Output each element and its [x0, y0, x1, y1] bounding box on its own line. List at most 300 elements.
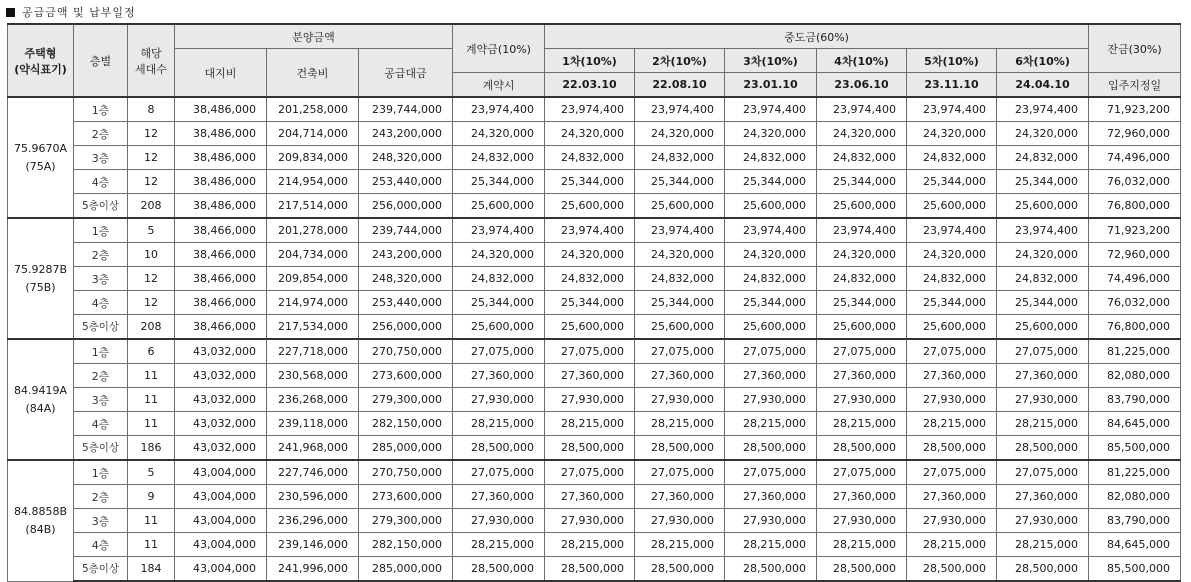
balance-payment-cell: 76,800,000 — [1089, 315, 1181, 340]
middle-payment-5-cell: 25,344,000 — [907, 170, 997, 194]
floor-cell: 2층 — [74, 364, 128, 388]
land-cost-cell: 38,486,000 — [175, 194, 267, 219]
header-installment-1-date: 22.03.10 — [545, 73, 635, 98]
building-cost-cell: 230,568,000 — [267, 364, 359, 388]
floor-cell: 1층 — [74, 97, 128, 122]
table-row — [8, 533, 1181, 557]
middle-payment-3-cell: 25,600,000 — [725, 315, 817, 340]
middle-payment-4-cell: 28,215,000 — [817, 533, 907, 557]
contract-payment-cell: 23,974,400 — [453, 218, 545, 243]
middle-payment-6-cell: 25,600,000 — [997, 194, 1089, 219]
middle-payment-1-cell: 23,974,400 — [545, 97, 635, 122]
middle-payment-2-cell: 24,320,000 — [635, 122, 725, 146]
middle-payment-1-cell: 24,320,000 — [545, 122, 635, 146]
contract-payment-cell: 27,360,000 — [453, 364, 545, 388]
contract-payment-cell: 24,832,000 — [453, 267, 545, 291]
middle-payment-4-cell: 24,832,000 — [817, 146, 907, 170]
middle-payment-3-cell: 28,215,000 — [725, 533, 817, 557]
middle-payment-3-cell: 27,360,000 — [725, 485, 817, 509]
middle-payment-2-cell: 28,215,000 — [635, 533, 725, 557]
land-cost-cell: 38,466,000 — [175, 291, 267, 315]
middle-payment-2-cell: 24,832,000 — [635, 267, 725, 291]
balance-payment-cell: 72,960,000 — [1089, 243, 1181, 267]
header-balance: 잔금(30%) — [1089, 24, 1181, 73]
middle-payment-4-cell: 25,600,000 — [817, 194, 907, 219]
land-cost-cell: 43,004,000 — [175, 460, 267, 485]
table-body — [8, 97, 1181, 581]
building-cost-cell: 204,714,000 — [267, 122, 359, 146]
table-row — [8, 97, 1181, 122]
table-row — [8, 436, 1181, 461]
middle-payment-5-cell: 27,360,000 — [907, 364, 997, 388]
building-cost-cell: 201,258,000 — [267, 97, 359, 122]
floor-cell: 3층 — [74, 388, 128, 412]
table-row — [8, 194, 1181, 219]
units-cell: 8 — [128, 97, 175, 122]
balance-payment-cell: 76,800,000 — [1089, 194, 1181, 219]
balance-payment-cell: 76,032,000 — [1089, 170, 1181, 194]
floor-cell: 5층이상 — [74, 315, 128, 340]
section-title — [6, 3, 136, 21]
middle-payment-1-cell: 23,974,400 — [545, 218, 635, 243]
header-units-line1: 해당 — [140, 46, 162, 60]
middle-payment-3-cell: 23,974,400 — [725, 218, 817, 243]
balance-payment-cell: 71,923,200 — [1089, 97, 1181, 122]
middle-payment-5-cell: 24,832,000 — [907, 146, 997, 170]
bullet-square-icon — [6, 8, 15, 17]
land-cost-cell: 43,032,000 — [175, 388, 267, 412]
middle-payment-3-cell: 27,930,000 — [725, 509, 817, 533]
supply-price-cell: 239,744,000 — [359, 218, 453, 243]
middle-payment-6-cell: 24,320,000 — [997, 243, 1089, 267]
supply-price-cell: 270,750,000 — [359, 460, 453, 485]
middle-payment-1-cell: 25,344,000 — [545, 291, 635, 315]
header-contract-when: 계약시 — [453, 73, 545, 98]
header-installment-5: 5차(10%) — [907, 49, 997, 73]
middle-payment-6-cell: 27,075,000 — [997, 460, 1089, 485]
land-cost-cell: 43,032,000 — [175, 436, 267, 461]
building-cost-cell: 217,514,000 — [267, 194, 359, 219]
floor-cell: 3층 — [74, 267, 128, 291]
building-cost-cell: 217,534,000 — [267, 315, 359, 340]
land-cost-cell: 38,486,000 — [175, 122, 267, 146]
land-cost-cell: 43,032,000 — [175, 364, 267, 388]
middle-payment-2-cell: 27,075,000 — [635, 339, 725, 364]
middle-payment-4-cell: 25,600,000 — [817, 315, 907, 340]
units-cell: 12 — [128, 122, 175, 146]
middle-payment-5-cell: 24,832,000 — [907, 267, 997, 291]
floor-cell: 5층이상 — [74, 436, 128, 461]
land-cost-cell: 43,004,000 — [175, 557, 267, 582]
units-cell: 12 — [128, 291, 175, 315]
middle-payment-5-cell: 28,215,000 — [907, 412, 997, 436]
building-cost-cell: 236,296,000 — [267, 509, 359, 533]
header-housing-type — [8, 24, 74, 97]
supply-price-cell: 248,320,000 — [359, 146, 453, 170]
middle-payment-2-cell: 25,344,000 — [635, 170, 725, 194]
middle-payment-5-cell: 23,974,400 — [907, 218, 997, 243]
units-cell: 184 — [128, 557, 175, 582]
balance-payment-cell: 85,500,000 — [1089, 557, 1181, 582]
balance-payment-cell: 85,500,000 — [1089, 436, 1181, 461]
middle-payment-5-cell: 27,930,000 — [907, 388, 997, 412]
header-balance-when: 입주지정일 — [1089, 73, 1181, 98]
contract-payment-cell: 24,320,000 — [453, 122, 545, 146]
middle-payment-2-cell: 27,075,000 — [635, 460, 725, 485]
housing-type-short: (84A) — [25, 401, 56, 415]
floor-cell: 2층 — [74, 122, 128, 146]
header-installment-1: 1차(10%) — [545, 49, 635, 73]
housing-type-cell — [8, 218, 74, 339]
middle-payment-6-cell: 23,974,400 — [997, 97, 1089, 122]
contract-payment-cell: 23,974,400 — [453, 97, 545, 122]
housing-type-cell — [8, 339, 74, 460]
middle-payment-6-cell: 28,500,000 — [997, 436, 1089, 461]
middle-payment-3-cell: 27,075,000 — [725, 339, 817, 364]
header-housing-type-sub: (약식표기) — [14, 62, 67, 76]
middle-payment-2-cell: 25,600,000 — [635, 315, 725, 340]
units-cell: 6 — [128, 339, 175, 364]
middle-payment-1-cell: 27,360,000 — [545, 485, 635, 509]
housing-type-code: 75.9670A — [13, 141, 67, 155]
header-installment-6-date: 24.04.10 — [997, 73, 1089, 98]
land-cost-cell: 43,004,000 — [175, 509, 267, 533]
units-cell: 5 — [128, 218, 175, 243]
table-row — [8, 485, 1181, 509]
middle-payment-2-cell: 25,600,000 — [635, 194, 725, 219]
units-cell: 11 — [128, 388, 175, 412]
balance-payment-cell: 81,225,000 — [1089, 339, 1181, 364]
header-installment-3: 3차(10%) — [725, 49, 817, 73]
middle-payment-1-cell: 27,360,000 — [545, 364, 635, 388]
housing-type-code: 84.8858B — [13, 504, 68, 518]
housing-type-short: (75B) — [25, 280, 56, 294]
middle-payment-5-cell: 27,075,000 — [907, 460, 997, 485]
supply-price-cell: 273,600,000 — [359, 364, 453, 388]
middle-payment-6-cell: 28,500,000 — [997, 557, 1089, 582]
table-row — [8, 122, 1181, 146]
building-cost-cell: 227,718,000 — [267, 339, 359, 364]
middle-payment-5-cell: 27,075,000 — [907, 339, 997, 364]
contract-payment-cell: 28,215,000 — [453, 412, 545, 436]
middle-payment-3-cell: 25,600,000 — [725, 194, 817, 219]
middle-payment-5-cell: 27,930,000 — [907, 509, 997, 533]
middle-payment-4-cell: 25,344,000 — [817, 170, 907, 194]
floor-cell: 4층 — [74, 170, 128, 194]
middle-payment-3-cell: 27,075,000 — [725, 460, 817, 485]
land-cost-cell: 38,466,000 — [175, 218, 267, 243]
middle-payment-3-cell: 24,832,000 — [725, 146, 817, 170]
table-header — [8, 24, 1181, 97]
middle-payment-4-cell: 24,832,000 — [817, 267, 907, 291]
units-cell: 12 — [128, 170, 175, 194]
middle-payment-1-cell: 25,600,000 — [545, 315, 635, 340]
building-cost-cell: 241,996,000 — [267, 557, 359, 582]
middle-payment-6-cell: 25,600,000 — [997, 315, 1089, 340]
middle-payment-5-cell: 24,320,000 — [907, 243, 997, 267]
balance-payment-cell: 84,645,000 — [1089, 412, 1181, 436]
supply-price-schedule-table — [7, 23, 1181, 582]
floor-cell: 3층 — [74, 509, 128, 533]
units-cell: 12 — [128, 146, 175, 170]
floor-cell: 5층이상 — [74, 557, 128, 582]
middle-payment-2-cell: 24,320,000 — [635, 243, 725, 267]
balance-payment-cell: 81,225,000 — [1089, 460, 1181, 485]
middle-payment-4-cell: 24,320,000 — [817, 243, 907, 267]
balance-payment-cell: 83,790,000 — [1089, 388, 1181, 412]
middle-payment-3-cell: 25,344,000 — [725, 170, 817, 194]
units-cell: 11 — [128, 509, 175, 533]
housing-type-short: (84B) — [25, 522, 56, 536]
table-row — [8, 146, 1181, 170]
housing-type-code: 84.9419A — [13, 383, 67, 397]
middle-payment-2-cell: 27,360,000 — [635, 364, 725, 388]
units-cell: 11 — [128, 533, 175, 557]
land-cost-cell: 38,466,000 — [175, 267, 267, 291]
supply-price-cell: 279,300,000 — [359, 388, 453, 412]
building-cost-cell: 236,268,000 — [267, 388, 359, 412]
supply-price-cell: 253,440,000 — [359, 291, 453, 315]
balance-payment-cell: 71,923,200 — [1089, 218, 1181, 243]
middle-payment-6-cell: 24,832,000 — [997, 146, 1089, 170]
middle-payment-1-cell: 27,930,000 — [545, 509, 635, 533]
housing-type-code: 75.9287B — [13, 262, 68, 276]
header-housing-type-label: 주택형 — [24, 46, 57, 60]
table-row — [8, 267, 1181, 291]
middle-payment-5-cell: 23,974,400 — [907, 97, 997, 122]
contract-payment-cell: 24,832,000 — [453, 146, 545, 170]
middle-payment-4-cell: 27,930,000 — [817, 388, 907, 412]
middle-payment-3-cell: 23,974,400 — [725, 97, 817, 122]
middle-payment-6-cell: 27,360,000 — [997, 485, 1089, 509]
land-cost-cell: 38,486,000 — [175, 97, 267, 122]
building-cost-cell: 239,146,000 — [267, 533, 359, 557]
header-installment-4: 4차(10%) — [817, 49, 907, 73]
land-cost-cell: 38,486,000 — [175, 170, 267, 194]
balance-payment-cell: 72,960,000 — [1089, 122, 1181, 146]
middle-payment-2-cell: 28,215,000 — [635, 412, 725, 436]
middle-payment-1-cell: 24,832,000 — [545, 146, 635, 170]
floor-cell: 2층 — [74, 485, 128, 509]
floor-cell: 5층이상 — [74, 194, 128, 219]
building-cost-cell: 241,968,000 — [267, 436, 359, 461]
floor-cell: 4층 — [74, 533, 128, 557]
contract-payment-cell: 27,360,000 — [453, 485, 545, 509]
supply-price-cell: 282,150,000 — [359, 533, 453, 557]
floor-cell: 1층 — [74, 460, 128, 485]
table-row — [8, 509, 1181, 533]
middle-payment-4-cell: 28,215,000 — [817, 412, 907, 436]
middle-payment-1-cell: 27,930,000 — [545, 388, 635, 412]
middle-payment-1-cell: 28,500,000 — [545, 557, 635, 582]
supply-price-cell: 239,744,000 — [359, 97, 453, 122]
supply-price-cell: 273,600,000 — [359, 485, 453, 509]
supply-price-cell: 253,440,000 — [359, 170, 453, 194]
units-cell: 208 — [128, 315, 175, 340]
middle-payment-2-cell: 25,344,000 — [635, 291, 725, 315]
table-row — [8, 557, 1181, 582]
units-cell: 186 — [128, 436, 175, 461]
middle-payment-3-cell: 24,832,000 — [725, 267, 817, 291]
land-cost-cell: 43,004,000 — [175, 485, 267, 509]
floor-cell: 1층 — [74, 339, 128, 364]
middle-payment-6-cell: 28,215,000 — [997, 533, 1089, 557]
header-supply: 공급대금 — [359, 49, 453, 98]
middle-payment-2-cell: 27,360,000 — [635, 485, 725, 509]
header-contract: 계약금(10%) — [453, 24, 545, 73]
table-row — [8, 412, 1181, 436]
land-cost-cell: 43,032,000 — [175, 412, 267, 436]
middle-payment-1-cell: 28,215,000 — [545, 412, 635, 436]
middle-payment-4-cell: 27,360,000 — [817, 485, 907, 509]
header-installment-2-date: 22.08.10 — [635, 73, 725, 98]
contract-payment-cell: 24,320,000 — [453, 243, 545, 267]
middle-payment-3-cell: 24,320,000 — [725, 243, 817, 267]
middle-payment-6-cell: 27,360,000 — [997, 364, 1089, 388]
balance-payment-cell: 74,496,000 — [1089, 267, 1181, 291]
supply-price-cell: 243,200,000 — [359, 243, 453, 267]
middle-payment-6-cell: 24,832,000 — [997, 267, 1089, 291]
supply-price-cell: 285,000,000 — [359, 557, 453, 582]
middle-payment-1-cell: 28,215,000 — [545, 533, 635, 557]
middle-payment-2-cell: 27,930,000 — [635, 509, 725, 533]
middle-payment-6-cell: 28,215,000 — [997, 412, 1089, 436]
middle-payment-5-cell: 28,500,000 — [907, 557, 997, 582]
header-sale-amount: 분양금액 — [175, 24, 453, 49]
middle-payment-1-cell: 24,320,000 — [545, 243, 635, 267]
floor-cell: 4층 — [74, 291, 128, 315]
middle-payment-4-cell: 23,974,400 — [817, 97, 907, 122]
balance-payment-cell: 76,032,000 — [1089, 291, 1181, 315]
units-cell: 208 — [128, 194, 175, 219]
middle-payment-2-cell: 24,832,000 — [635, 146, 725, 170]
middle-payment-6-cell: 27,930,000 — [997, 388, 1089, 412]
land-cost-cell: 38,466,000 — [175, 315, 267, 340]
middle-payment-1-cell: 25,600,000 — [545, 194, 635, 219]
middle-payment-4-cell: 23,974,400 — [817, 218, 907, 243]
building-cost-cell: 214,954,000 — [267, 170, 359, 194]
middle-payment-1-cell: 28,500,000 — [545, 436, 635, 461]
middle-payment-1-cell: 27,075,000 — [545, 460, 635, 485]
supply-price-cell: 270,750,000 — [359, 339, 453, 364]
supply-price-cell: 256,000,000 — [359, 315, 453, 340]
middle-payment-4-cell: 24,320,000 — [817, 122, 907, 146]
building-cost-cell: 239,118,000 — [267, 412, 359, 436]
land-cost-cell: 43,032,000 — [175, 339, 267, 364]
units-cell: 11 — [128, 412, 175, 436]
floor-cell: 1층 — [74, 218, 128, 243]
middle-payment-1-cell: 25,344,000 — [545, 170, 635, 194]
middle-payment-2-cell: 28,500,000 — [635, 557, 725, 582]
building-cost-cell: 227,746,000 — [267, 460, 359, 485]
header-building: 건축비 — [267, 49, 359, 98]
middle-payment-6-cell: 25,344,000 — [997, 170, 1089, 194]
building-cost-cell: 209,834,000 — [267, 146, 359, 170]
land-cost-cell: 38,486,000 — [175, 146, 267, 170]
middle-payment-6-cell: 23,974,400 — [997, 218, 1089, 243]
supply-price-cell: 248,320,000 — [359, 267, 453, 291]
middle-payment-6-cell: 24,320,000 — [997, 122, 1089, 146]
table-row — [8, 243, 1181, 267]
middle-payment-5-cell: 25,344,000 — [907, 291, 997, 315]
middle-payment-6-cell: 27,075,000 — [997, 339, 1089, 364]
middle-payment-3-cell: 24,320,000 — [725, 122, 817, 146]
contract-payment-cell: 27,075,000 — [453, 460, 545, 485]
middle-payment-4-cell: 27,930,000 — [817, 509, 907, 533]
middle-payment-5-cell: 28,215,000 — [907, 533, 997, 557]
table-row — [8, 291, 1181, 315]
middle-payment-3-cell: 27,360,000 — [725, 364, 817, 388]
supply-price-cell: 285,000,000 — [359, 436, 453, 461]
middle-payment-4-cell: 25,344,000 — [817, 291, 907, 315]
supply-price-cell: 282,150,000 — [359, 412, 453, 436]
table-row — [8, 315, 1181, 340]
middle-payment-4-cell: 27,360,000 — [817, 364, 907, 388]
middle-payment-4-cell: 28,500,000 — [817, 557, 907, 582]
middle-payment-4-cell: 27,075,000 — [817, 460, 907, 485]
middle-payment-3-cell: 28,500,000 — [725, 557, 817, 582]
middle-payment-5-cell: 24,320,000 — [907, 122, 997, 146]
table-row — [8, 364, 1181, 388]
middle-payment-4-cell: 27,075,000 — [817, 339, 907, 364]
housing-type-cell — [8, 97, 74, 218]
contract-payment-cell: 25,600,000 — [453, 315, 545, 340]
contract-payment-cell: 28,215,000 — [453, 533, 545, 557]
units-cell: 11 — [128, 364, 175, 388]
table-row — [8, 339, 1181, 364]
middle-payment-3-cell: 28,215,000 — [725, 412, 817, 436]
middle-payment-4-cell: 28,500,000 — [817, 436, 907, 461]
building-cost-cell: 201,278,000 — [267, 218, 359, 243]
middle-payment-3-cell: 25,344,000 — [725, 291, 817, 315]
contract-payment-cell: 28,500,000 — [453, 436, 545, 461]
middle-payment-1-cell: 24,832,000 — [545, 267, 635, 291]
building-cost-cell: 204,734,000 — [267, 243, 359, 267]
table-row — [8, 388, 1181, 412]
header-floor: 층별 — [74, 24, 128, 97]
balance-payment-cell: 83,790,000 — [1089, 509, 1181, 533]
floor-cell: 4층 — [74, 412, 128, 436]
supply-price-cell: 243,200,000 — [359, 122, 453, 146]
header-installment-3-date: 23.01.10 — [725, 73, 817, 98]
table-row — [8, 170, 1181, 194]
building-cost-cell: 230,596,000 — [267, 485, 359, 509]
supply-price-cell: 279,300,000 — [359, 509, 453, 533]
middle-payment-2-cell: 27,930,000 — [635, 388, 725, 412]
middle-payment-2-cell: 23,974,400 — [635, 218, 725, 243]
middle-payment-6-cell: 25,344,000 — [997, 291, 1089, 315]
middle-payment-1-cell: 27,075,000 — [545, 339, 635, 364]
units-cell: 10 — [128, 243, 175, 267]
section-title-text: 공급금액 및 납부일정 — [22, 6, 136, 19]
middle-payment-2-cell: 23,974,400 — [635, 97, 725, 122]
contract-payment-cell: 27,075,000 — [453, 339, 545, 364]
middle-payment-5-cell: 25,600,000 — [907, 315, 997, 340]
land-cost-cell: 43,004,000 — [175, 533, 267, 557]
contract-payment-cell: 25,600,000 — [453, 194, 545, 219]
middle-payment-6-cell: 27,930,000 — [997, 509, 1089, 533]
building-cost-cell: 214,974,000 — [267, 291, 359, 315]
units-cell: 12 — [128, 267, 175, 291]
middle-payment-5-cell: 27,360,000 — [907, 485, 997, 509]
contract-payment-cell: 27,930,000 — [453, 388, 545, 412]
middle-payment-5-cell: 25,600,000 — [907, 194, 997, 219]
header-installment-6: 6차(10%) — [997, 49, 1089, 73]
contract-payment-cell: 25,344,000 — [453, 170, 545, 194]
header-middle-payment: 중도금(60%) — [545, 24, 1089, 49]
balance-payment-cell: 84,645,000 — [1089, 533, 1181, 557]
balance-payment-cell: 82,080,000 — [1089, 364, 1181, 388]
